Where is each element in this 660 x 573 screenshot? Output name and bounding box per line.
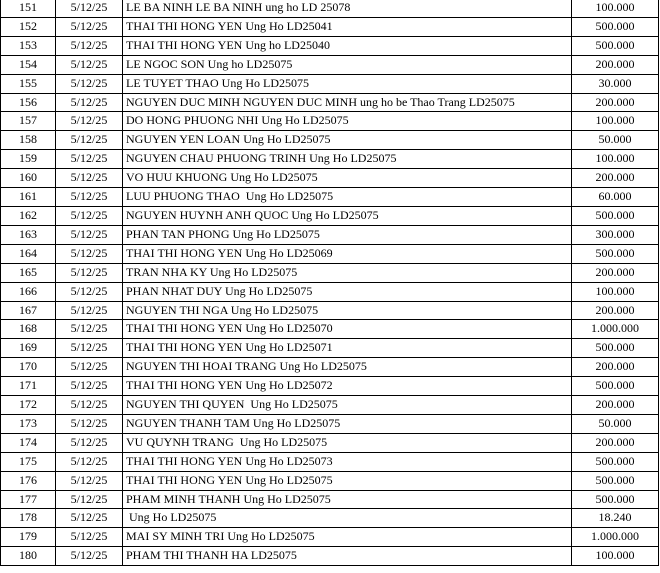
row-date: 5/12/25 bbox=[56, 377, 123, 396]
row-amount: 200.000 bbox=[572, 263, 659, 282]
row-number: 157 bbox=[1, 112, 56, 131]
table-row bbox=[1, 339, 659, 358]
row-number: 161 bbox=[1, 188, 56, 207]
row-amount: 500.000 bbox=[572, 17, 659, 36]
row-number: 151 bbox=[1, 0, 56, 17]
row-date: 5/12/25 bbox=[56, 414, 123, 433]
row-amount: 200.000 bbox=[572, 396, 659, 415]
table-row bbox=[1, 55, 659, 74]
table-row bbox=[1, 320, 659, 339]
row-description: THAI THI HONG YEN Ung Ho LD25041 bbox=[123, 17, 572, 36]
row-date: 5/12/25 bbox=[56, 112, 123, 131]
row-description: NGUYEN THANH TAM Ung Ho LD25075 bbox=[123, 414, 572, 433]
row-number: 174 bbox=[1, 433, 56, 452]
table-row bbox=[1, 225, 659, 244]
table-row bbox=[1, 93, 659, 112]
table-row bbox=[1, 547, 659, 566]
row-description: THAI THI HONG YEN Ung ho LD25040 bbox=[123, 36, 572, 55]
row-date: 5/12/25 bbox=[56, 55, 123, 74]
row-number: 170 bbox=[1, 358, 56, 377]
table-row bbox=[1, 0, 659, 17]
row-description: Ung Ho LD25075 bbox=[123, 509, 572, 528]
row-amount: 200.000 bbox=[572, 93, 659, 112]
row-amount: 30.000 bbox=[572, 74, 659, 93]
row-description: NGUYEN THI QUYEN Ung Ho LD25075 bbox=[123, 396, 572, 415]
table-row bbox=[1, 452, 659, 471]
row-description: THAI THI HONG YEN Ung Ho LD25075 bbox=[123, 471, 572, 490]
row-description: LE BA NINH LE BA NINH ung ho LD 25078 bbox=[123, 0, 572, 17]
row-description: VO HUU KHUONG Ung Ho LD25075 bbox=[123, 169, 572, 188]
row-date: 5/12/25 bbox=[56, 282, 123, 301]
row-description: NGUYEN THI NGA Ung Ho LD25075 bbox=[123, 301, 572, 320]
row-amount: 100.000 bbox=[572, 547, 659, 566]
row-date: 5/12/25 bbox=[56, 206, 123, 225]
row-description: NGUYEN HUYNH ANH QUOC Ung Ho LD25075 bbox=[123, 206, 572, 225]
row-description: THAI THI HONG YEN Ung Ho LD25071 bbox=[123, 339, 572, 358]
row-description: PHAM MINH THANH Ung Ho LD25075 bbox=[123, 490, 572, 509]
table-row bbox=[1, 433, 659, 452]
row-date: 5/12/25 bbox=[56, 528, 123, 547]
row-number: 166 bbox=[1, 282, 56, 301]
row-amount: 200.000 bbox=[572, 433, 659, 452]
row-number: 152 bbox=[1, 17, 56, 36]
table-row bbox=[1, 301, 659, 320]
table-row bbox=[1, 131, 659, 150]
row-date: 5/12/25 bbox=[56, 263, 123, 282]
row-number: 175 bbox=[1, 452, 56, 471]
row-amount: 500.000 bbox=[572, 377, 659, 396]
row-number: 179 bbox=[1, 528, 56, 547]
row-date: 5/12/25 bbox=[56, 0, 123, 17]
row-number: 163 bbox=[1, 225, 56, 244]
row-number: 171 bbox=[1, 377, 56, 396]
table-row bbox=[1, 509, 659, 528]
row-number: 164 bbox=[1, 244, 56, 263]
row-number: 158 bbox=[1, 131, 56, 150]
row-number: 165 bbox=[1, 263, 56, 282]
table-row bbox=[1, 244, 659, 263]
row-amount: 200.000 bbox=[572, 301, 659, 320]
table-row bbox=[1, 528, 659, 547]
donation-table-body bbox=[1, 0, 659, 566]
row-number: 173 bbox=[1, 414, 56, 433]
table-row bbox=[1, 188, 659, 207]
row-amount: 500.000 bbox=[572, 339, 659, 358]
table-row bbox=[1, 377, 659, 396]
row-description: NGUYEN DUC MINH NGUYEN DUC MINH ung ho be Thao Trang LD25075 bbox=[123, 93, 572, 112]
row-date: 5/12/25 bbox=[56, 452, 123, 471]
row-description: THAI THI HONG YEN Ung Ho LD25072 bbox=[123, 377, 572, 396]
row-number: 168 bbox=[1, 320, 56, 339]
row-date: 5/12/25 bbox=[56, 547, 123, 566]
row-date: 5/12/25 bbox=[56, 244, 123, 263]
row-description: NGUYEN YEN LOAN Ung Ho LD25075 bbox=[123, 131, 572, 150]
row-amount: 18.240 bbox=[572, 509, 659, 528]
row-amount: 200.000 bbox=[572, 55, 659, 74]
row-amount: 1.000.000 bbox=[572, 528, 659, 547]
row-number: 180 bbox=[1, 547, 56, 566]
row-amount: 500.000 bbox=[572, 471, 659, 490]
table-row bbox=[1, 206, 659, 225]
row-description: TRAN NHA KY Ung Ho LD25075 bbox=[123, 263, 572, 282]
row-amount: 200.000 bbox=[572, 358, 659, 377]
table-row bbox=[1, 358, 659, 377]
table-row bbox=[1, 282, 659, 301]
row-description: LUU PHUONG THAO Ung Ho LD25075 bbox=[123, 188, 572, 207]
row-date: 5/12/25 bbox=[56, 301, 123, 320]
row-number: 172 bbox=[1, 396, 56, 415]
table-row bbox=[1, 36, 659, 55]
row-date: 5/12/25 bbox=[56, 188, 123, 207]
row-date: 5/12/25 bbox=[56, 471, 123, 490]
row-amount: 500.000 bbox=[572, 36, 659, 55]
row-amount: 100.000 bbox=[572, 150, 659, 169]
row-date: 5/12/25 bbox=[56, 74, 123, 93]
row-amount: 100.000 bbox=[572, 282, 659, 301]
row-description: THAI THI HONG YEN Ung Ho LD25073 bbox=[123, 452, 572, 471]
row-description: NGUYEN CHAU PHUONG TRINH Ung Ho LD25075 bbox=[123, 150, 572, 169]
row-description: LE TUYET THAO Ung Ho LD25075 bbox=[123, 74, 572, 93]
row-amount: 300.000 bbox=[572, 225, 659, 244]
table-row bbox=[1, 169, 659, 188]
table-row bbox=[1, 17, 659, 36]
row-date: 5/12/25 bbox=[56, 509, 123, 528]
row-date: 5/12/25 bbox=[56, 339, 123, 358]
row-amount: 500.000 bbox=[572, 452, 659, 471]
table-row bbox=[1, 263, 659, 282]
row-amount: 500.000 bbox=[572, 206, 659, 225]
row-date: 5/12/25 bbox=[56, 225, 123, 244]
row-amount: 1.000.000 bbox=[572, 320, 659, 339]
row-description: LE NGOC SON Ung ho LD25075 bbox=[123, 55, 572, 74]
row-date: 5/12/25 bbox=[56, 17, 123, 36]
row-number: 169 bbox=[1, 339, 56, 358]
row-number: 153 bbox=[1, 36, 56, 55]
row-description: THAI THI HONG YEN Ung Ho LD25070 bbox=[123, 320, 572, 339]
row-date: 5/12/25 bbox=[56, 93, 123, 112]
row-number: 167 bbox=[1, 301, 56, 320]
row-description: PHAM THI THANH HA LD25075 bbox=[123, 547, 572, 566]
row-date: 5/12/25 bbox=[56, 36, 123, 55]
row-description: VU QUYNH TRANG Ung Ho LD25075 bbox=[123, 433, 572, 452]
row-description: PHAN NHAT DUY Ung Ho LD25075 bbox=[123, 282, 572, 301]
row-date: 5/12/25 bbox=[56, 358, 123, 377]
table-row bbox=[1, 490, 659, 509]
row-number: 177 bbox=[1, 490, 56, 509]
row-number: 154 bbox=[1, 55, 56, 74]
row-date: 5/12/25 bbox=[56, 320, 123, 339]
row-date: 5/12/25 bbox=[56, 131, 123, 150]
row-date: 5/12/25 bbox=[56, 433, 123, 452]
row-description: THAI THI HONG YEN Ung Ho LD25069 bbox=[123, 244, 572, 263]
row-date: 5/12/25 bbox=[56, 396, 123, 415]
row-number: 162 bbox=[1, 206, 56, 225]
row-number: 176 bbox=[1, 471, 56, 490]
table-row bbox=[1, 414, 659, 433]
row-amount: 100.000 bbox=[572, 112, 659, 131]
row-amount: 500.000 bbox=[572, 490, 659, 509]
row-date: 5/12/25 bbox=[56, 490, 123, 509]
table-row bbox=[1, 74, 659, 93]
row-description: PHAN TAN PHONG Ung Ho LD25075 bbox=[123, 225, 572, 244]
row-amount: 100.000 bbox=[572, 0, 659, 17]
row-date: 5/12/25 bbox=[56, 169, 123, 188]
row-number: 178 bbox=[1, 509, 56, 528]
table-row bbox=[1, 112, 659, 131]
row-date: 5/12/25 bbox=[56, 150, 123, 169]
table-row bbox=[1, 471, 659, 490]
row-amount: 200.000 bbox=[572, 169, 659, 188]
row-number: 155 bbox=[1, 74, 56, 93]
row-amount: 50.000 bbox=[572, 414, 659, 433]
row-amount: 50.000 bbox=[572, 131, 659, 150]
row-amount: 60.000 bbox=[572, 188, 659, 207]
row-description: DO HONG PHUONG NHI Ung Ho LD25075 bbox=[123, 112, 572, 131]
row-amount: 500.000 bbox=[572, 244, 659, 263]
row-description: MAI SY MINH TRI Ung Ho LD25075 bbox=[123, 528, 572, 547]
row-number: 159 bbox=[1, 150, 56, 169]
row-number: 160 bbox=[1, 169, 56, 188]
table-row bbox=[1, 150, 659, 169]
table-row bbox=[1, 396, 659, 415]
row-description: NGUYEN THI HOAI TRANG Ung Ho LD25075 bbox=[123, 358, 572, 377]
row-number: 156 bbox=[1, 93, 56, 112]
